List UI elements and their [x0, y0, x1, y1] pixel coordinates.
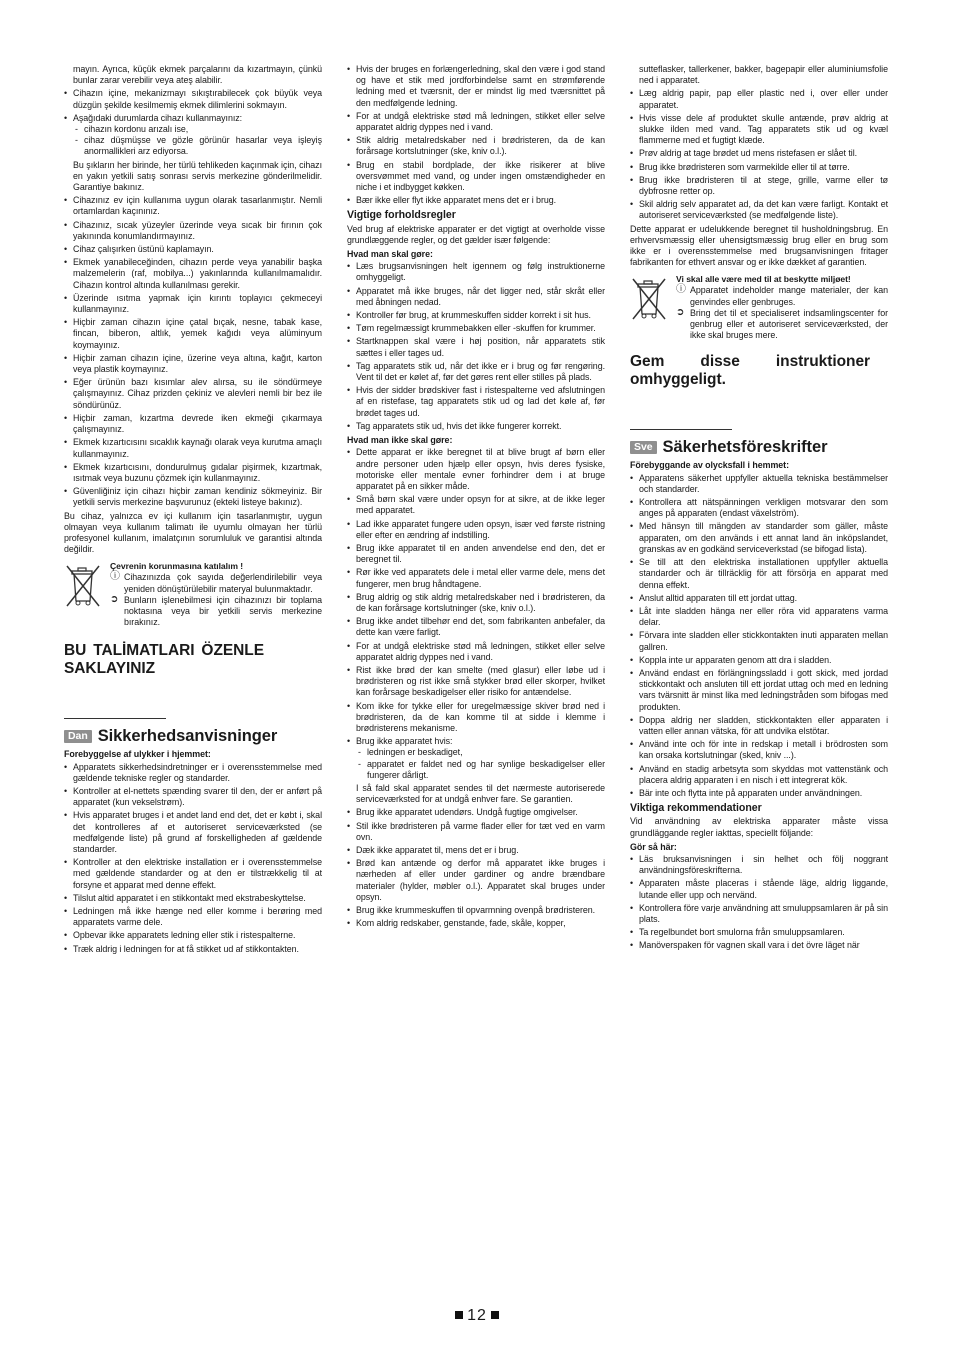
- list-item: • Koppla inte ur apparaten genom att dra i sladden.: [630, 655, 888, 666]
- section-title: Säkerhetsföreskrifter: [662, 438, 828, 457]
- list-item: • Brug en stabil bordplade, der ikke risikerer at blive oversvømmet med vand, og under ingen omstændigheder en niche i et indbygget køkken.: [347, 160, 605, 194]
- list-item: • Rør ikke ved apparatets dele i metal eller varme dele, mens det fungerer, men brug håndtagene.: [347, 567, 605, 589]
- list-item: • Ekmek kızartıcısını, dondurulmuş gıdalar pişirmek, kızartmak, ısıtmak veya buzunu çözmek için kullanmayınız.: [64, 462, 322, 484]
- list-item: • Kontroller at el-nettets spænding svarer til den, der er anført på apparatet (kun vekselstrøm).: [64, 786, 322, 808]
- sub-list: [73, 124, 322, 158]
- list-item: • Hvis der bruges en forlængerledning, skal den være i god stand og have et stik med jordforbindelse samt en strømførende ledning med et tværsnit, der er mindst lig med tværsnittet på den medfølgende ledning.: [347, 64, 605, 109]
- column-turkish: [64, 64, 322, 957]
- paragraph: Bu cihaz, yalnızca ev içi kullanım için tasarlanmıştır, uygun olmayan veya kullanım talimatı ile uyumlu olmayan her türlü profesyonel kullanım, imalatçının sorumluluk ve garantisi altında değildir.: [64, 510, 322, 555]
- list-item: • Ta regelbundet bort smulorna från smuluppsamlaren.: [630, 927, 888, 938]
- info-icon: ⓘ: [676, 284, 686, 296]
- paragraph: Dette apparat er udelukkende beregnet til husholdningsbrug. En erhvervsmæssig eller uhensigtsmæssig brug eller en brug som ikke er i overensstemmelse med brugsanvisningen fritager fabrikanten for ethvert ansvar og er ikke dækket af garantien.: [630, 223, 888, 268]
- list-item: • Använd inte och för inte in redskap i metall i brödrosten som kan orsaka kortslutningar (sked, kniv ...).: [630, 739, 888, 761]
- subsection-heading: Viktiga rekommendationer: [630, 802, 762, 815]
- subsection-heading: Vigtige forholdsregler: [347, 209, 456, 222]
- list-item: • Kontrollera att nätspänningen verkligen motsvarar den som anges på apparaten (endast växelström).: [630, 497, 888, 519]
- list-item: • Tag apparatets stik ud, hvis det ikke fungerer korrekt.: [347, 421, 605, 432]
- subsection-heading: Förebyggande av olycksfall i hemmet:: [630, 460, 789, 471]
- crossed-bin-icon: [630, 274, 668, 341]
- list-item: • Brug ikke apparatet udendørs. Undgå fugtige omgivelser.: [347, 807, 605, 818]
- list-item: • Cihazınız, sıcak yüzeyler üzerinde veya sıcak bir fırının çok yakınında konumlandırmayınız.: [64, 220, 322, 242]
- section-divider: [630, 429, 732, 430]
- list-item: • Manöverspaken för vagnen skall vara i det övre läget när: [630, 940, 888, 951]
- list-item: • Hiçbir zaman cihazın içine, üzerine veya altına, kağıt, karton veya plastik koymayınız.: [64, 353, 322, 375]
- list-item: • Anslut alltid apparaten till ett jordat uttag.: [630, 593, 888, 604]
- square-bullet-icon: [491, 1311, 499, 1319]
- list-item: • For at undgå elektriske stød må ledningen, stikket eller selve apparatet aldrig dyppes ned i vand.: [347, 111, 605, 133]
- list-item: • Apparatens säkerhet uppfyller aktuella tekniska bestämmelser och standarder.: [630, 473, 888, 495]
- arrow-icon: ➲: [110, 593, 119, 605]
- section-divider: [64, 718, 166, 719]
- list-item: • Stik aldrig metalredskaber ned i brødristeren, da de kan forårsage kortslutninger (ske, kniv o.l.).: [347, 135, 605, 157]
- list-item: • Bær ikke eller flyt ikke apparatet mens det er i brug.: [347, 195, 605, 206]
- list-item: • Ekmek yanabileceğinden, cihazın perde veya yanabilir başka malzemelerin (raf, mobilya...) yakınlarında kullanılmamalıdır. Cihazın kontrol altında kullanılması gerekir.: [64, 257, 322, 291]
- safety-list: [64, 88, 322, 157]
- paragraph: sutteflasker, tallerkener, bakker, bagepapir eller aluminiumsfolie ned i apparatet.: [639, 64, 888, 86]
- dont-list: [347, 447, 605, 781]
- crossed-bin-icon: [64, 561, 102, 628]
- list-item: • Tilslut altid apparatet i en stikkontakt med ekstrabeskyttelse.: [64, 893, 322, 904]
- do-list: [630, 854, 888, 952]
- list-item: • Hvis visse dele af produktet skulle antænde, prøv aldrig at slukke ilden med vand. Tag apparatets stik ud og kvæl flammerne med et fugtigt klæde.: [630, 113, 888, 147]
- list-item: • Brug ikke apparatet til en anden anvendelse end den, det er beregnet til.: [347, 543, 605, 565]
- list-item: • Eğer ürünün bazı kısımlar alev alırsa, su ile söndürmeye çalışmayınız. Cihaz prizden çekiniz ve alevleri nemli bir bez ile söndürünüz.: [64, 377, 322, 411]
- list-item: • Brug ikke krummeskuffen til opvarmning ovenpå brødristeren.: [347, 905, 605, 916]
- list-item: • Ledningen må ikke hænge ned eller komme i berøring med apparatets varme dele.: [64, 906, 322, 928]
- list-item: • Opbevar ikke apparatets ledning eller stik i ristespalterne.: [64, 930, 322, 941]
- list-item: • Tag apparatets stik ud, når det ikke er i brug og før rengøring. Vent til det er kølet af, før det gøres rent eller stilles på plads.: [347, 361, 605, 383]
- sub-item: - ledningen er beskadiget,: [356, 747, 605, 758]
- list-item: • Brug ikke andet tilbehør end det, som fabrikanten anbefaler, da dette kan være farligt.: [347, 616, 605, 638]
- list-item: • Prøv aldrig at tage brødet ud mens ristefasen er slået til.: [630, 148, 888, 159]
- list-item: • Brug aldrig og stik aldrig metalredskaber ned i brødristeren, da de kan forårsage kortslutninger (ske, kniv o.l.).: [347, 592, 605, 614]
- list-item: • Apparaten måste placeras i stående läge, aldrig liggande, lutande eller upp och nervänd.: [630, 878, 888, 900]
- sub-item: - cihaz düşmüşse ve gözle görünür hasarlar veya işleyiş anormallikleri arz ediyorsa.: [73, 135, 322, 157]
- list-item: • Skil aldrig selv apparatet ad, da det kan være farligt. Kontakt et autoriseret serviceværksted (se medfølgende liste).: [630, 199, 888, 221]
- environment-action: Bring det til et specialiseret indsamlingscenter for genbrug eller et autoriseret serviceværksted, der ikke skal bruges mere.: [690, 307, 888, 341]
- paragraph: Bu şıkların her birinde, her türlü tehlikeden kaçınmak için, cihazı en yakın yetkili satış sonrası servis merkezine gönderilmelidir. Garantiye bakınız.: [73, 159, 322, 193]
- environment-box: [64, 561, 322, 628]
- list-item: • Startknappen skal være i høj position, når apparatets stik sættes i eller tages ud.: [347, 336, 605, 358]
- list-item: • Rist ikke brød der kan smelte (med glasur) eller løbe ud i brødristeren og rist ikke små stykker brød eller skorper, hvilket kan forårsage beskadigelser eller risiko for antændelse.: [347, 665, 605, 699]
- list-item: • Kom aldrig redskaber, genstande, fade, skåle, kopper,: [347, 918, 605, 929]
- sub-item: - apparatet er faldet ned og har synlige beskadigelser eller fungerer dårligt.: [356, 759, 605, 781]
- list-item: • Hiçbir zaman cihazın içine çatal bıçak, nesne, tabak kase, fincan, biberon, altlık, yemek kağıdı veya alüminyum koymayınız.: [64, 317, 322, 351]
- list-item: • Bär inte och flytta inte på apparaten under användningen.: [630, 788, 888, 799]
- dont-list: [347, 807, 605, 929]
- subsection-heading: Forebyggelse af ulykker i hjemmet:: [64, 749, 211, 760]
- list-item: • Brug ikke apparatet hvis: - ledningen er beskadiget, - apparatet er faldet ned og har synlige beskadigelser eller fungerer dårligt.: [347, 736, 605, 781]
- list-item: • Se till att den elektriska installationen uppfyller aktuella standarder och är tillräcklig för att försörja en apparat med denna effekt.: [630, 557, 888, 591]
- environment-info: Cihazınızda çok sayıda değerlendirilebilir veya yeniden dönüştürülebilir materyal bulunmaktadır.: [124, 572, 322, 594]
- subsection-heading: Hvad man skal gøre:: [347, 249, 433, 260]
- list-item: • Træk aldrig i ledningen for at få stikket ud af stikkontakten.: [64, 944, 322, 955]
- list-item: • Låt inte sladden hänga ner eller röra vid apparatens varma delar.: [630, 606, 888, 628]
- list-item: • Doppa aldrig ner sladden, stickkontakten eller apparaten i vatten eller annan vätska, för att undvika elstötar.: [630, 715, 888, 737]
- list-item: • Kontroller at den elektriske installation er i overensstemmelse med gældende standarder og at den er tilstrækkelig til at forsyne et apparat med denne effekt.: [64, 857, 322, 891]
- list-item: • Apparatets sikkerhedsindretninger er i overensstemmelse med gældende tekniske regler og standarder.: [64, 762, 322, 784]
- list-item: • Güvenliğiniz için cihazı hiçbir zaman kendiniz sökmeyiniz. Bir yetkili servis merkezine başvurunuz (ekteki listeye bakınız).: [64, 486, 322, 508]
- sub-item: - cihazın kordonu arızalı ise,: [73, 124, 322, 135]
- list-item: • Kom ikke for tykke eller for uregelmæssige skiver brød ned i brødristeren, da de kan komme til at sidde i klemme i brødristerens mekanisme.: [347, 701, 605, 735]
- list-item: • Apparatet må ikke bruges, når det ligger ned, står skråt eller med åbningen nedad.: [347, 286, 605, 308]
- list-item: • Hiçbir zaman, kızartma devrede iken ekmeği çıkarmaya çalışmayınız.: [64, 413, 322, 435]
- list-item: • Üzerinde ısıtma yapmak için kırıntı toplayıcı çekmeceyi kullanmayınız.: [64, 293, 322, 315]
- list-item: • Ekmek kızartıcısını sıcaklık kaynağı olarak veya kurutma amaçlı kullanmayınız.: [64, 437, 322, 459]
- environment-box: [630, 274, 888, 341]
- list-item: • Dette apparat er ikke beregnet til at blive brugt af børn eller andre personer uden hjælp eller opsyn, hvis deres fysiske, motoriske eller mentale evner forhindrer dem i at bruge apparatet på en sikker måde.: [347, 447, 605, 492]
- list-item: • For at undgå elektriske stød må ledningen, stikket eller selve apparatet aldrig dyppes ned i vand.: [347, 641, 605, 663]
- list-item: • Læg aldrig papir, pap eller plastic ned i, over eller under apparatet.: [630, 88, 888, 110]
- list-item: • Med hänsyn till mängden av standarder som gäller, måste apparaten, om den används i ett annat land än inköpslandet, granskas av en godkänd serviceverkstad (se bifogad lista).: [630, 521, 888, 555]
- list-item: • Brug ikke brødristeren til at stege, grille, varme eller tø dybfrosne retter op.: [630, 175, 888, 197]
- do-list: [347, 261, 605, 432]
- list-item: • Aşağıdaki durumlarda cihazı kullanmayınız: - cihazın kordonu arızalı ise, - cihaz düşmüşse ve gözle görünür hasarlar veya işleyiş anormallikleri arz ediyorsa.: [64, 113, 322, 158]
- safety-list: [64, 762, 322, 955]
- sub-list: [356, 747, 605, 781]
- column-danish: [347, 64, 605, 931]
- paragraph: Vid användning av elektriska apparater måste vissa grundläggande regler iakttas, speciellt följande:: [630, 816, 888, 838]
- subsection-heading: Hvad man ikke skal gøre:: [347, 435, 453, 446]
- environment-info: Apparatet indeholder mange materialer, der kan genvindes eller genbruges.: [690, 285, 888, 307]
- subsection-heading: Gör så här:: [630, 841, 677, 852]
- language-badge: Sve: [630, 441, 657, 454]
- safety-list: [64, 195, 322, 508]
- list-item: • Lad ikke apparatet fungere uden opsyn, især ved første ristning eller efter en ændring af indstilling.: [347, 519, 605, 541]
- list-item: • Läs bruksanvisningen i sin helhet och följ noggrant användningsföreskrifterna.: [630, 854, 888, 876]
- paragraph: mayın. Ayrıca, küçük ekmek parçalarını da kızartmayın, çünkü bunlar zarar verebilir veya ateş alabilir.: [73, 64, 322, 86]
- list-item: • Brød kan antænde og derfor må apparatet ikke bruges i nærheden af eller under gardiner og andre brændbare materialer (hylder, møbler o.l.). Apparatet skal bruges under opsyn.: [347, 858, 605, 903]
- environment-title: Çevrenin korunmasına katılalım !: [110, 561, 244, 572]
- list-item: • Læs brugsanvisningen helt igennem og følg instruktionerne omhyggeligt.: [347, 261, 605, 283]
- keep-instructions-heading: Gem disse instruktioner omhyggeligt.: [630, 353, 870, 389]
- dont-list: [630, 88, 888, 221]
- list-item: • Dæk ikke apparatet til, mens det er i brug.: [347, 845, 605, 856]
- list-item: • Förvara inte sladden eller stickkontakten inuti apparaten mellan gallren.: [630, 630, 888, 652]
- list-item: • Små børn skal være under opsyn for at sikre, at de ikke leger med apparatet.: [347, 494, 605, 516]
- safety-list: [347, 64, 605, 206]
- list-item: • Stil ikke brødristeren på varme flader eller for tæt ved en varm ovn.: [347, 821, 605, 843]
- list-item: • Hvis der sidder brødskiver fast i ristespalterne ved afslutningen af en ristefase, tag apparatets stik ud og lad det køle af, før brødet tages ud.: [347, 385, 605, 419]
- paragraph: I så fald skal apparatet sendes til det nærmeste autoriserede serviceværksted for at undgå enhver fare. Se garantien.: [356, 782, 605, 805]
- list-item: • Cihazın içine, mekanizmayı sıkıştırabilecek çok büyük veya düzgün şekilde kesilmemiş ekmek dilimlerini sokmayın.: [64, 88, 322, 110]
- list-item: • Cihazınız ev için kullanıma uygun olarak tasarlanmıştır. Nemli ortamlardan kaçınınız.: [64, 195, 322, 217]
- list-item: • Cihaz çalışırken üstünü kaplamayın.: [64, 244, 322, 255]
- list-item: • Kontroller før brug, at krummeskuffen sidder korrekt i sit hus.: [347, 310, 605, 321]
- column-danish-swedish: [630, 64, 888, 954]
- safety-list: [630, 473, 888, 799]
- list-item: • Använd en stadig arbetsyta som skyddas mot vattenstänk och placera aldrig apparaten i en nisch i ett integrerat kök.: [630, 764, 888, 786]
- page-number: 12: [0, 1307, 954, 1325]
- square-bullet-icon: [455, 1311, 463, 1319]
- list-item: • Kontrollera före varje användning att smuluppsamlaren är på sin plats.: [630, 903, 888, 925]
- environment-action: Bunların işlenebilmesi için cihazınızı bir toplama noktasına veya bir yetkili servis merkezine bırakınız.: [124, 594, 322, 628]
- language-badge: Dan: [64, 730, 92, 743]
- list-item: • Brug ikke brødristeren som varmekilde eller til at tørre.: [630, 162, 888, 173]
- paragraph: Ved brug af elektriske apparater er det vigtigt at overholde visse grundlæggende regler, og det gælder især følgende:: [347, 223, 605, 245]
- arrow-icon: ➲: [676, 306, 685, 318]
- list-item: • Använd endast en förlängningssladd i gott skick, med jordad stickkontakt och ansluten till ett jordat uttag och med en ledning vars tvärsnitt är minst lika med ledningstråden som bifogas med produkten.: [630, 668, 888, 713]
- info-icon: ⓘ: [110, 571, 120, 583]
- environment-title: Vi skal alle være med til at beskytte miljøet!: [676, 274, 851, 285]
- list-item: • Tøm regelmæssigt krummebakken eller -skuffen for krummer.: [347, 323, 605, 334]
- list-item: • Hvis apparatet bruges i et andet land end det, det er købt i, skal det kontrolleres af et autoriseret serviceværksted (se medfølgende liste) på grund af forskelligheden af gældende standarder.: [64, 810, 322, 855]
- section-title: Sikkerhedsanvisninger: [97, 727, 278, 746]
- keep-instructions-heading: BU TALİMATLARI ÖZENLE SAKLAYINIZ: [64, 642, 264, 678]
